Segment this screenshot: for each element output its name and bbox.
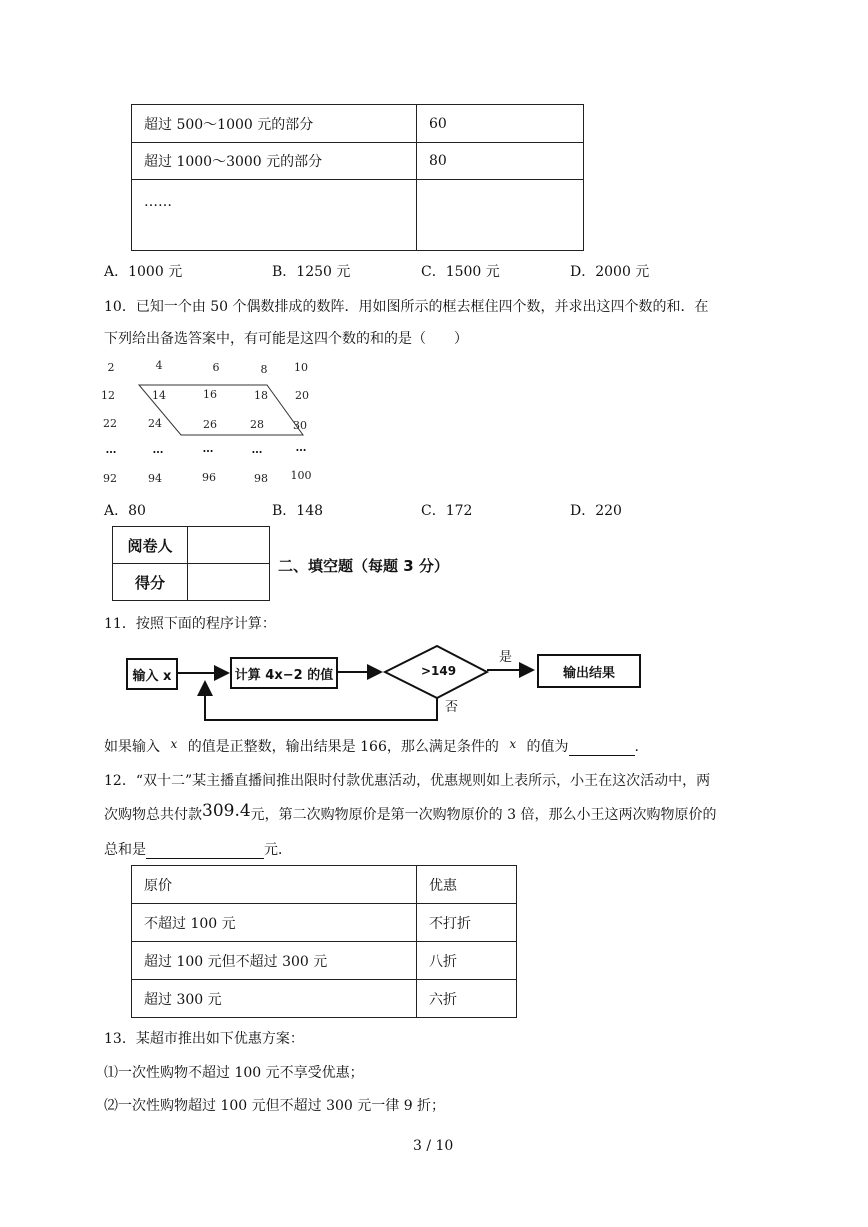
q10-stem-line1: 10．已知一个由 50 个偶数排成的数阵．用如图所示的框去框住四个数，并求出这四个数的和．在 bbox=[104, 299, 709, 315]
flow-output-box: 输出结果 bbox=[537, 654, 641, 688]
q9-option-d: D．2000 元 bbox=[570, 264, 650, 280]
grid-cell: 2 bbox=[107, 361, 115, 374]
section-title: 二、填空题（每题 3 分） bbox=[278, 557, 449, 575]
answer-blank[interactable] bbox=[569, 739, 635, 756]
grid-cell: 14 bbox=[152, 389, 166, 402]
q11-question bbox=[104, 736, 639, 756]
score-label: 得分 bbox=[113, 564, 188, 601]
grid-cell: 98 bbox=[254, 472, 268, 485]
q12-text-d: 元． bbox=[264, 842, 292, 858]
score-box bbox=[112, 526, 270, 601]
grid-cell: 30 bbox=[293, 419, 307, 432]
q11-stem: 11．按照下面的程序计算： bbox=[104, 616, 276, 632]
grid-cell: 22 bbox=[103, 417, 117, 430]
grid-cell: 4 bbox=[155, 359, 163, 372]
q11-var-x1: x bbox=[170, 737, 178, 751]
q12-text-b: 元，第二次购物原价是第一次购物原价的 3 倍，那么小王这两次购物原价的 bbox=[250, 807, 717, 823]
q12-text-c: 总和是 bbox=[104, 842, 146, 858]
grid-cell: 12 bbox=[101, 389, 115, 402]
q12-payment: 309.4 bbox=[202, 801, 251, 821]
flow-yes-label: 是 bbox=[499, 650, 513, 665]
score-field bbox=[188, 564, 270, 601]
grid-cell: 94 bbox=[148, 472, 162, 485]
table-header-cell: 原价 bbox=[132, 866, 417, 904]
table-cell: 超过 300 元 bbox=[132, 980, 417, 1018]
q10-option-d: D．220 bbox=[570, 503, 622, 519]
q10-option-c: C．172 bbox=[421, 503, 473, 519]
discount-rules-table bbox=[131, 865, 517, 1018]
table-cell: 超过 100 元但不超过 300 元 bbox=[132, 942, 417, 980]
grid-ellipsis: … bbox=[105, 443, 117, 456]
table-cell: 六折 bbox=[417, 980, 517, 1018]
flow-input-box: 输入 x bbox=[126, 658, 178, 690]
q9-option-c: C．1500 元 bbox=[421, 264, 500, 280]
table-cell: …… bbox=[132, 180, 417, 251]
grid-cell: 92 bbox=[103, 472, 117, 485]
q11-text-b: 的值是正整数，输出结果是 166，那么满足条件的 bbox=[187, 739, 499, 755]
q11-text-end: . bbox=[634, 739, 639, 755]
q9-option-a: A．1000 元 bbox=[104, 264, 183, 280]
q13-stem: 13．某超市推出如下优惠方案： bbox=[104, 1031, 304, 1047]
grid-cell: 8 bbox=[260, 363, 268, 376]
table-cell: 八折 bbox=[417, 942, 517, 980]
table-cell: 80 bbox=[417, 143, 584, 180]
q10-stem-line2: 下列给出备选答案中，有可能是这四个数的和的是（ ） bbox=[104, 331, 468, 347]
table-cell: 超过 1000～3000 元的部分 bbox=[132, 143, 417, 180]
q11-var-x2: x bbox=[509, 737, 517, 751]
table-cell: 超过 500～1000 元的部分 bbox=[132, 105, 417, 143]
reviewer-label: 阅卷人 bbox=[113, 527, 188, 564]
flow-compute-box: 计算 4x−2 的值 bbox=[230, 657, 338, 689]
discount-rate-table bbox=[131, 104, 584, 251]
page-number: 3 / 10 bbox=[413, 1138, 454, 1154]
q10-option-b: B．148 bbox=[272, 503, 324, 519]
answer-blank[interactable] bbox=[146, 842, 264, 859]
q12-line1: 12．“双十二”某主播直播间推出限时付款优惠活动，优惠规则如上表所示，小王在这次活动中，两 bbox=[104, 773, 711, 789]
grid-ellipsis: … bbox=[251, 443, 263, 456]
grid-cell: 6 bbox=[212, 361, 220, 374]
flow-no-label: 否 bbox=[445, 700, 459, 715]
q13-item-1: ⑴一次性购物不超过 100 元不享受优惠； bbox=[104, 1065, 364, 1081]
q11-flowchart bbox=[125, 640, 645, 725]
even-number-grid bbox=[95, 357, 325, 492]
q10-option-a: A．80 bbox=[104, 503, 146, 519]
table-cell: 60 bbox=[417, 105, 584, 143]
grid-cell: 100 bbox=[290, 469, 312, 482]
grid-cell: 96 bbox=[202, 471, 216, 484]
grid-ellipsis: … bbox=[295, 441, 307, 454]
table-header-cell: 优惠 bbox=[417, 866, 517, 904]
table-cell: 不打折 bbox=[417, 904, 517, 942]
grid-ellipsis: … bbox=[202, 442, 214, 455]
q13-item-2: ⑵一次性购物超过 100 元但不超过 300 元一律 9 折； bbox=[104, 1098, 446, 1114]
grid-cell: 28 bbox=[250, 418, 264, 431]
grid-ellipsis: … bbox=[152, 443, 164, 456]
grid-cell: 10 bbox=[294, 361, 308, 374]
grid-cell: 24 bbox=[148, 417, 162, 430]
table-cell: 不超过 100 元 bbox=[132, 904, 417, 942]
q12-line3 bbox=[104, 839, 292, 859]
grid-cell: 18 bbox=[254, 389, 268, 402]
q12-text-a: 次购物总共付款 bbox=[104, 807, 202, 823]
q12-line2 bbox=[104, 801, 716, 824]
reviewer-field bbox=[188, 527, 270, 564]
grid-cell: 26 bbox=[203, 418, 217, 431]
grid-cell: 16 bbox=[203, 388, 217, 401]
grid-cell: 20 bbox=[295, 389, 309, 402]
q9-option-b: B．1250 元 bbox=[272, 264, 351, 280]
table-cell bbox=[417, 180, 584, 251]
q11-text-c: 的值为 bbox=[526, 739, 569, 755]
flow-condition-label: >149 bbox=[421, 664, 457, 678]
q11-text-a: 如果输入 bbox=[104, 739, 160, 755]
